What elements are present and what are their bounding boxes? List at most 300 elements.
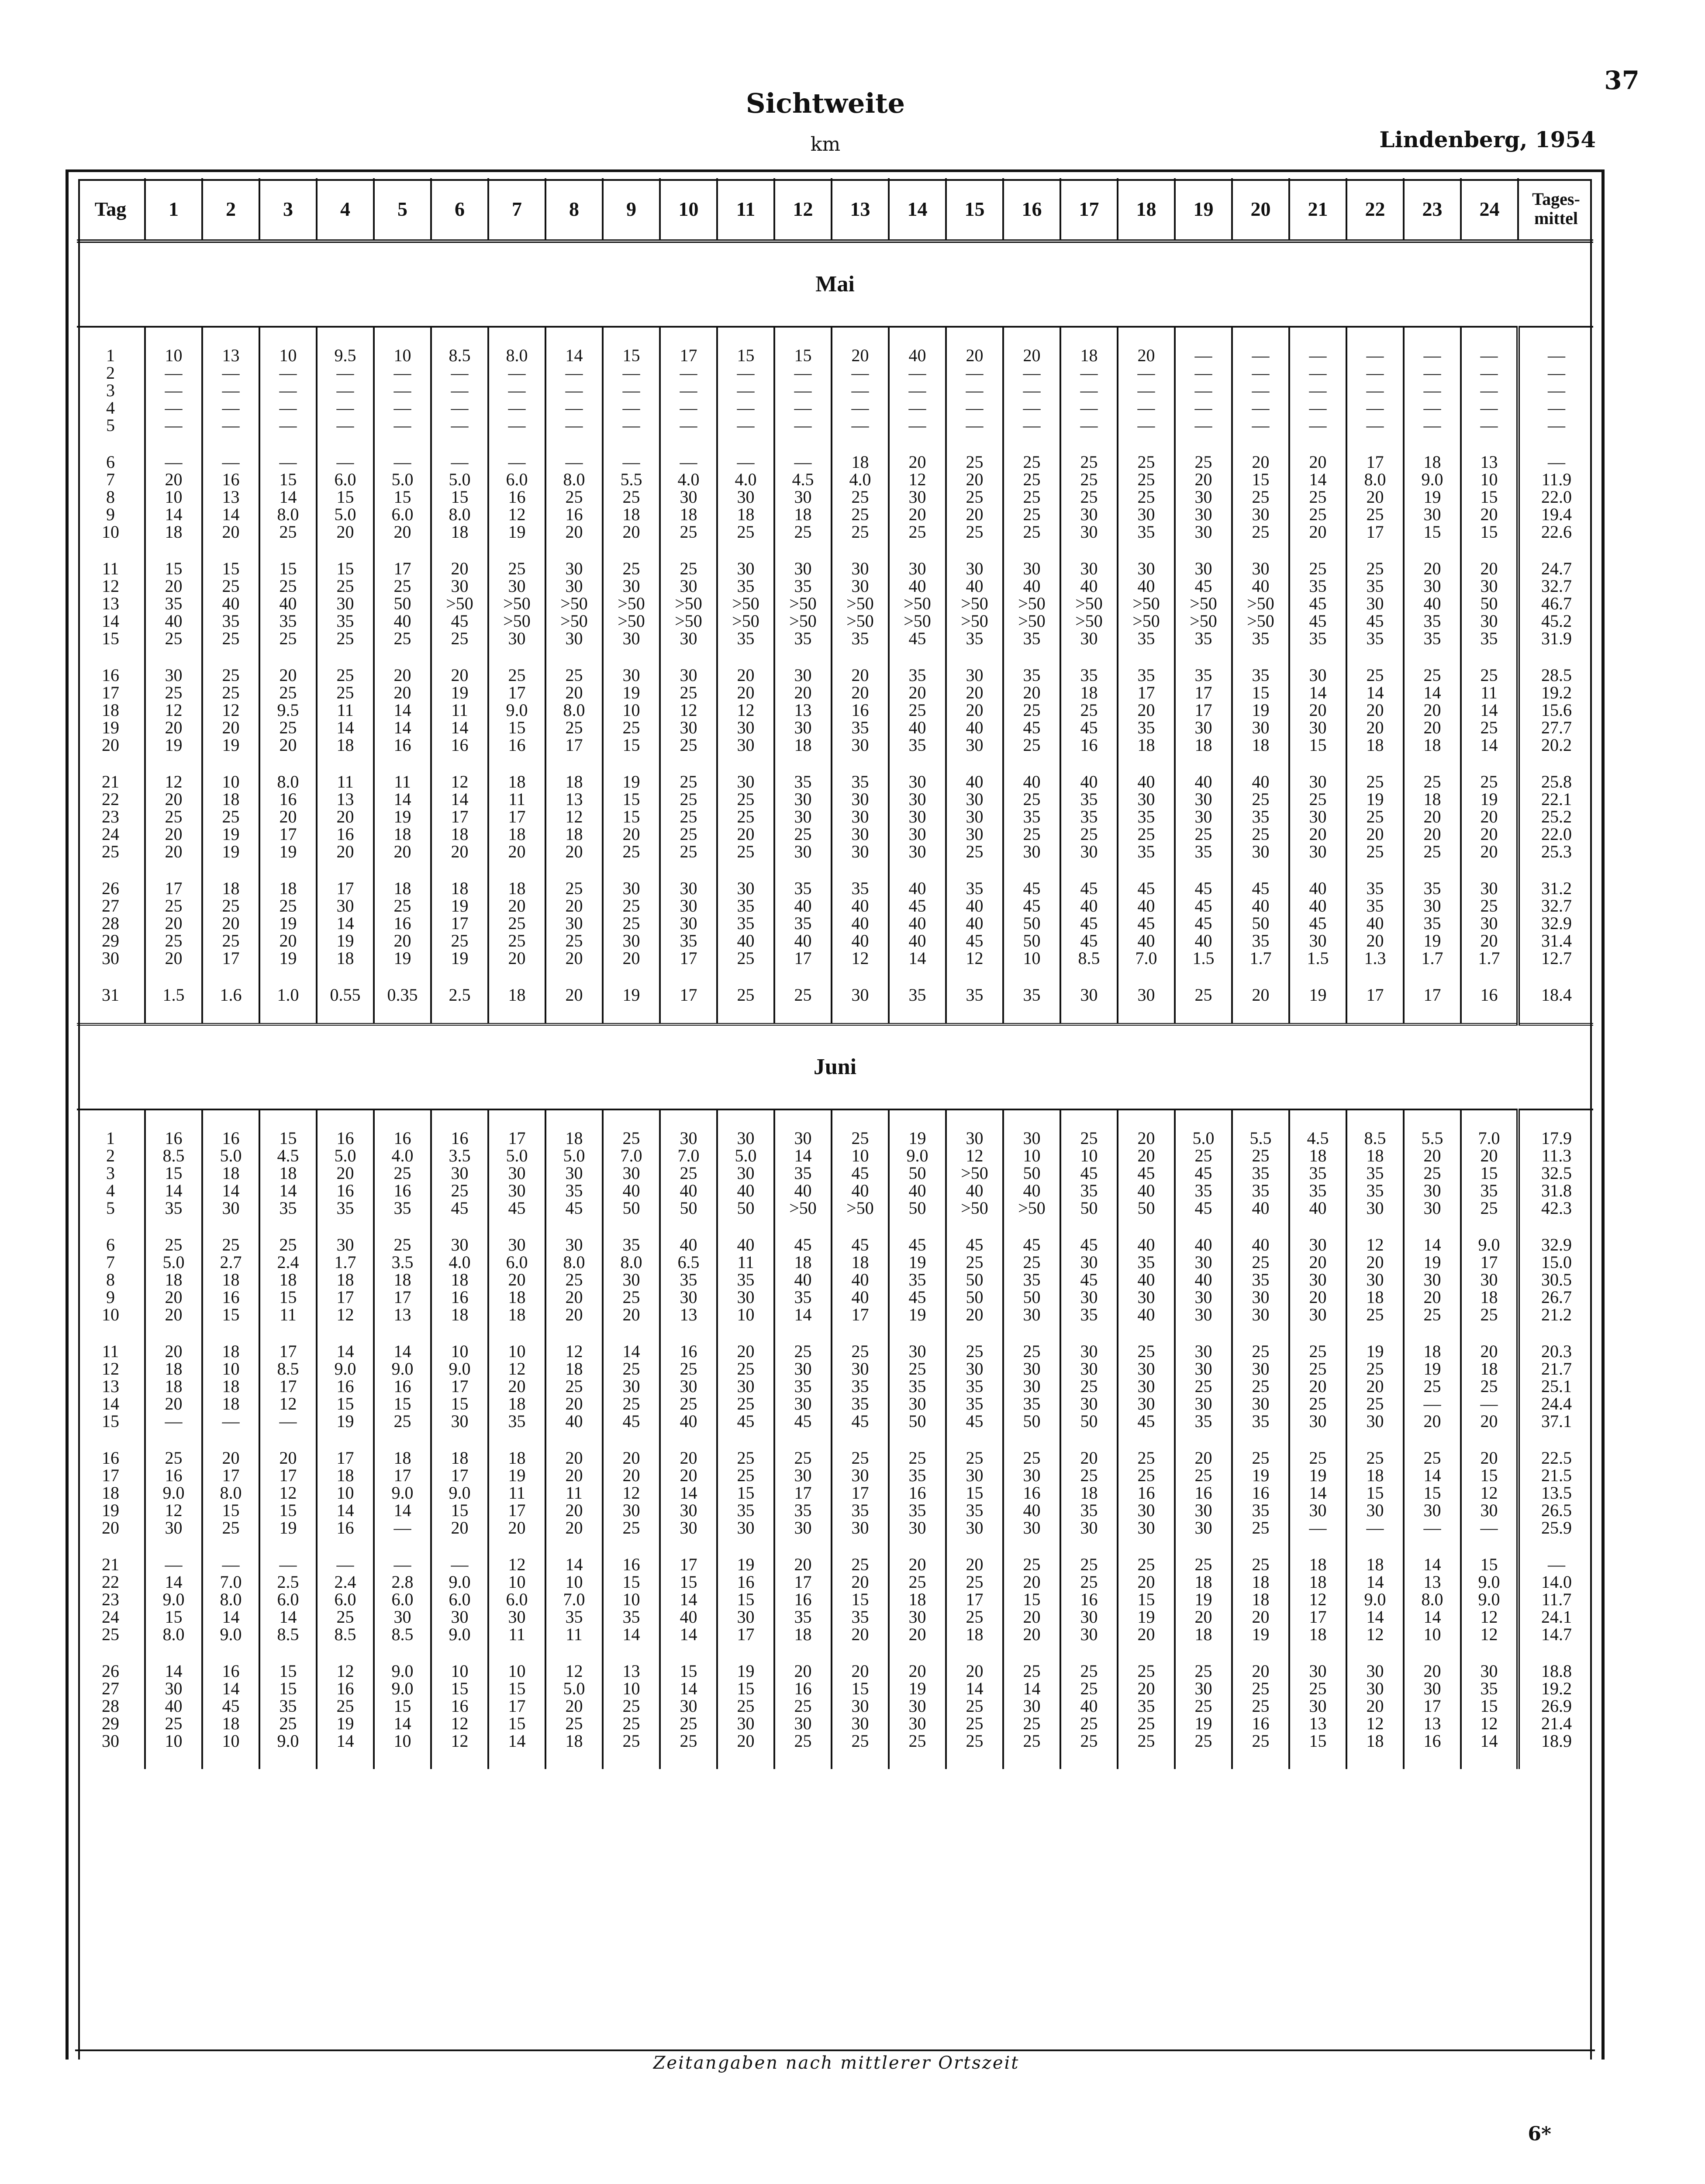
spacer-cell: [1404, 967, 1461, 986]
day-cell: 30: [102, 950, 119, 967]
hour-value-cell: 30: [717, 1165, 774, 1182]
hour-value-cell: 50: [1461, 595, 1518, 612]
hour-value-cell: —: [1003, 399, 1060, 417]
hour-value-cell: 30: [1232, 843, 1289, 860]
spacer-cell: [1404, 1004, 1461, 1024]
table-row: [77, 1680, 1593, 1697]
hour-value-cell: 30: [889, 843, 946, 860]
hour-value-cell: 18: [545, 773, 603, 791]
daily-mean-cell: 21.4: [1518, 1715, 1593, 1732]
spacer-cell: [1461, 1537, 1518, 1556]
hour-value-cell: 25: [832, 488, 889, 506]
hour-value-cell: 17: [317, 880, 374, 897]
hour-value-cell: 16: [202, 1289, 259, 1306]
hour-value-cell: 18: [202, 1395, 259, 1413]
spacer-cell: [317, 754, 374, 773]
spacer-cell: [1346, 434, 1404, 453]
hour-value-cell: 30: [1404, 1271, 1461, 1289]
hour-value-cell: 40: [717, 932, 774, 950]
table-row: [77, 1467, 1593, 1484]
hour-value-cell: —: [774, 364, 832, 382]
header-hour: 9: [603, 178, 660, 241]
hour-value-cell: 10: [374, 347, 431, 364]
hour-value-cell: —: [1118, 417, 1175, 434]
hour-value-cell: 40: [1060, 897, 1118, 915]
hour-value-cell: 15: [317, 488, 374, 506]
spacer-cell: [202, 967, 259, 986]
hour-value-cell: 25: [1118, 826, 1175, 843]
table-row: [77, 1395, 1593, 1413]
spacer-cell: [374, 541, 431, 560]
spacer-cell: [259, 1109, 317, 1130]
hour-value-cell: 18: [317, 736, 374, 754]
hour-value-cell: 30: [946, 736, 1003, 754]
hour-value-cell: 25: [145, 932, 202, 950]
hour-value-cell: >50: [660, 612, 717, 630]
spacer-cell: [1404, 1324, 1461, 1343]
hour-value-cell: 45: [1289, 915, 1346, 932]
spacer-cell: [717, 1643, 774, 1662]
day-cell: 6: [106, 1236, 115, 1254]
hour-value-cell: 25: [1003, 826, 1060, 843]
hour-value-cell: 14: [374, 702, 431, 719]
table-row: [77, 1697, 1593, 1715]
hour-value-cell: 15: [717, 1591, 774, 1608]
hour-value-cell: 25: [145, 684, 202, 702]
hour-value-cell: 19: [1118, 1608, 1175, 1626]
hour-value-cell: 30: [660, 915, 717, 932]
hour-value-cell: 25: [545, 1715, 603, 1732]
hour-value-cell: 35: [1232, 1413, 1289, 1430]
hour-value-cell: —: [431, 1556, 488, 1573]
hour-value-cell: 30: [1232, 719, 1289, 736]
hour-value-cell: 25: [145, 808, 202, 826]
hour-value-cell: 25: [1175, 1378, 1232, 1395]
hour-value-cell: 40: [1118, 1182, 1175, 1199]
hour-value-cell: 20: [1232, 1608, 1289, 1626]
hour-value-cell: 12: [145, 702, 202, 719]
hour-value-cell: 30: [1232, 1306, 1289, 1324]
hour-value-cell: 25: [1175, 1732, 1232, 1750]
hour-value-cell: 30: [946, 1467, 1003, 1484]
hour-value-cell: 19: [717, 1662, 774, 1680]
hour-value-cell: 25: [603, 1519, 660, 1537]
spacer-cell: [1118, 1430, 1175, 1449]
hour-value-cell: 45: [1346, 612, 1404, 630]
hour-value-cell: 12: [889, 471, 946, 488]
hour-value-cell: 25: [259, 719, 317, 736]
hour-value-cell: 20: [259, 736, 317, 754]
table-row: [77, 986, 1593, 1004]
hour-value-cell: 30: [1060, 523, 1118, 541]
spacer-cell: [431, 1537, 488, 1556]
hour-value-cell: 15: [374, 488, 431, 506]
hour-value-cell: 20: [1461, 808, 1518, 826]
daily-mean-cell: —: [1518, 347, 1593, 364]
spacer-cell: [1118, 967, 1175, 986]
spacer-cell: [431, 647, 488, 667]
table-row: [77, 1662, 1593, 1680]
hour-value-cell: 18: [317, 950, 374, 967]
hour-value-cell: 5.0: [317, 506, 374, 523]
spacer-cell: [1404, 434, 1461, 453]
hour-value-cell: >50: [1003, 595, 1060, 612]
day-cell: 18: [102, 1484, 119, 1502]
hour-value-cell: —: [1289, 364, 1346, 382]
spacer-cell: [832, 647, 889, 667]
hour-value-cell: 16: [145, 1130, 202, 1147]
spacer-cell: [202, 754, 259, 773]
hour-value-cell: 14: [145, 1573, 202, 1591]
hour-value-cell: —: [1461, 1395, 1518, 1413]
day-cell: 6: [106, 453, 115, 471]
hour-value-cell: 40: [889, 1182, 946, 1199]
hour-value-cell: 7.0: [603, 1147, 660, 1165]
spacer-cell: [603, 967, 660, 986]
hour-value-cell: 25: [946, 1254, 1003, 1271]
spacer-cell: [545, 967, 603, 986]
table-row: [77, 1182, 1593, 1199]
spacer-cell: [1461, 967, 1518, 986]
hour-value-cell: 9.0: [145, 1484, 202, 1502]
hour-value-cell: 25: [660, 684, 717, 702]
hour-value-cell: 18: [374, 880, 431, 897]
hour-value-cell: 16: [317, 1519, 374, 1537]
hour-value-cell: 25: [946, 1573, 1003, 1591]
spacer-cell: [717, 541, 774, 560]
hour-value-cell: 35: [774, 1165, 832, 1182]
hour-value-cell: 30: [1175, 791, 1232, 808]
hour-value-cell: 20: [1346, 1697, 1404, 1715]
table-row: [77, 417, 1593, 434]
hour-value-cell: 19: [1175, 1715, 1232, 1732]
daily-mean-cell: 31.9: [1518, 630, 1593, 647]
hour-value-cell: 45: [1118, 1165, 1175, 1182]
spacer-cell: [1118, 754, 1175, 773]
table-row: [77, 719, 1593, 736]
hour-value-cell: —: [946, 399, 1003, 417]
hour-value-cell: 14: [660, 1484, 717, 1502]
hour-value-cell: 12: [545, 808, 603, 826]
hour-value-cell: 30: [1175, 1360, 1232, 1378]
spacer-cell: [77, 1217, 145, 1236]
hour-value-cell: 8.0: [545, 1254, 603, 1271]
header-hour: 2: [202, 178, 259, 241]
hour-value-cell: 35: [774, 630, 832, 647]
hour-value-cell: 14: [317, 1502, 374, 1519]
hour-value-cell: 25: [946, 523, 1003, 541]
hour-value-cell: >50: [774, 1199, 832, 1217]
hour-value-cell: 40: [1175, 1271, 1232, 1289]
hour-value-cell: 16: [374, 1182, 431, 1199]
hour-value-cell: 45: [1289, 595, 1346, 612]
spacer-cell: [1003, 860, 1060, 880]
hour-value-cell: 18: [1346, 1289, 1404, 1306]
hour-value-cell: 12: [545, 1343, 603, 1360]
hour-value-cell: 19: [1346, 791, 1404, 808]
hour-value-cell: 30: [374, 1608, 431, 1626]
hour-value-cell: 10: [202, 1360, 259, 1378]
spacer-cell: [431, 860, 488, 880]
hour-value-cell: —: [317, 453, 374, 471]
daily-mean-cell: 20.2: [1518, 736, 1593, 754]
hour-value-cell: 25: [832, 506, 889, 523]
spacer-cell: [1346, 967, 1404, 986]
hour-value-cell: 40: [1232, 773, 1289, 791]
hour-value-cell: 14: [259, 1182, 317, 1199]
hour-value-cell: 40: [374, 612, 431, 630]
hour-value-cell: 30: [431, 1608, 488, 1626]
hour-value-cell: 20: [202, 719, 259, 736]
spacer-cell: [1060, 647, 1118, 667]
hour-value-cell: 18: [774, 736, 832, 754]
hour-value-cell: 25: [202, 808, 259, 826]
hour-value-cell: 16: [317, 1182, 374, 1199]
hour-value-cell: 20: [603, 1449, 660, 1467]
spacer-cell: [1289, 1004, 1346, 1024]
hour-value-cell: 6.5: [660, 1254, 717, 1271]
hour-value-cell: 19: [1232, 1467, 1289, 1484]
spacer-cell: [1518, 327, 1593, 347]
hour-value-cell: 30: [1060, 1608, 1118, 1626]
hour-value-cell: 30: [717, 773, 774, 791]
hour-value-cell: 1.7: [1232, 950, 1289, 967]
hour-value-cell: 30: [717, 1715, 774, 1732]
hour-value-cell: 30: [545, 560, 603, 577]
hour-value-cell: —: [603, 399, 660, 417]
header-hour: 4: [317, 178, 374, 241]
hour-value-cell: 16: [374, 1378, 431, 1395]
hour-value-cell: 40: [660, 1608, 717, 1626]
hour-value-cell: 19: [374, 808, 431, 826]
hour-value-cell: 25: [717, 986, 774, 1004]
hour-value-cell: 50: [946, 1271, 1003, 1289]
hour-value-cell: —: [1118, 399, 1175, 417]
spacer-cell: [1118, 860, 1175, 880]
spacer-cell: [1346, 754, 1404, 773]
hour-value-cell: 25: [717, 1467, 774, 1484]
hour-value-cell: 30: [660, 630, 717, 647]
spacer-cell: [77, 1750, 145, 1769]
hour-value-cell: 30: [1461, 880, 1518, 897]
hour-value-cell: 12: [1346, 1236, 1404, 1254]
hour-value-cell: 19: [889, 1306, 946, 1324]
hour-value-cell: 35: [832, 1395, 889, 1413]
spacer-cell: [374, 1324, 431, 1343]
spacer-cell: [545, 1004, 603, 1024]
hour-value-cell: 16: [202, 471, 259, 488]
hour-value-cell: 25: [488, 932, 545, 950]
hour-value-cell: 20: [832, 667, 889, 684]
hour-value-cell: 16: [1060, 1591, 1118, 1608]
table-row: [77, 595, 1593, 612]
hour-value-cell: 30: [1060, 1395, 1118, 1413]
hour-value-cell: 20: [1461, 560, 1518, 577]
hour-value-cell: 35: [259, 1199, 317, 1217]
spacer-cell: [946, 647, 1003, 667]
hour-value-cell: 14: [774, 1147, 832, 1165]
hour-value-cell: 30: [774, 1395, 832, 1413]
spacer-row: [77, 1109, 1593, 1130]
hour-value-cell: 20: [545, 1697, 603, 1715]
daily-mean-cell: 14.0: [1518, 1573, 1593, 1591]
hour-value-cell: 20: [545, 523, 603, 541]
hour-value-cell: 18: [145, 1378, 202, 1395]
spacer-cell: [832, 1430, 889, 1449]
hour-value-cell: 35: [1232, 932, 1289, 950]
spacer-row: [77, 327, 1593, 347]
hour-value-cell: 35: [889, 1378, 946, 1395]
spacer-cell: [545, 1430, 603, 1449]
day-cell: 10: [102, 1306, 119, 1324]
hour-value-cell: 30: [889, 1715, 946, 1732]
hour-value-cell: 25: [1175, 1556, 1232, 1573]
hour-value-cell: 25: [1175, 1697, 1232, 1715]
hour-value-cell: 9.0: [488, 702, 545, 719]
hour-value-cell: 6.0: [317, 471, 374, 488]
hour-value-cell: —: [832, 382, 889, 399]
spacer-cell: [259, 754, 317, 773]
table-row: [77, 630, 1593, 647]
hour-value-cell: 30: [1118, 1378, 1175, 1395]
spacer-cell: [660, 754, 717, 773]
spacer-cell: [1289, 1109, 1346, 1130]
hour-value-cell: 14: [431, 791, 488, 808]
header-hour: 21: [1289, 178, 1346, 241]
hour-value-cell: 8.5: [431, 347, 488, 364]
hour-value-cell: —: [431, 382, 488, 399]
hour-value-cell: 4.0: [717, 471, 774, 488]
hour-value-cell: —: [603, 417, 660, 434]
hour-value-cell: 40: [1060, 577, 1118, 595]
hour-value-cell: 30: [1289, 1697, 1346, 1715]
hour-value-cell: 19: [1404, 1254, 1461, 1271]
spacer-cell: [1289, 1324, 1346, 1343]
hour-value-cell: 25: [717, 523, 774, 541]
header-hour: 18: [1118, 178, 1175, 241]
hour-value-cell: 25: [660, 1165, 717, 1182]
hour-value-cell: 20: [774, 1556, 832, 1573]
spacer-cell: [717, 434, 774, 453]
hour-value-cell: 35: [1346, 1182, 1404, 1199]
day-cell: 13: [102, 1378, 119, 1395]
hour-value-cell: 25: [660, 1395, 717, 1413]
spacer-cell: [374, 1109, 431, 1130]
hour-value-cell: 35: [1404, 880, 1461, 897]
hour-value-cell: 25: [1461, 1199, 1518, 1217]
hour-value-cell: 6.0: [374, 1591, 431, 1608]
hour-value-cell: 25: [1060, 471, 1118, 488]
spacer-cell: [545, 1537, 603, 1556]
hour-value-cell: 35: [1404, 630, 1461, 647]
hour-value-cell: 35: [832, 719, 889, 736]
hour-value-cell: 30: [832, 1360, 889, 1378]
hour-value-cell: 13: [374, 1306, 431, 1324]
hour-value-cell: 18: [1289, 1573, 1346, 1591]
hour-value-cell: 35: [717, 1502, 774, 1519]
table-row: [77, 347, 1593, 364]
hour-value-cell: 25: [1346, 773, 1404, 791]
hour-value-cell: 25: [145, 630, 202, 647]
spacer-cell: [202, 434, 259, 453]
spacer-cell: [1461, 1324, 1518, 1343]
hour-value-cell: 25: [603, 1732, 660, 1750]
hour-value-cell: 19: [603, 773, 660, 791]
section-title: Mai: [77, 241, 1593, 327]
hour-value-cell: —: [202, 453, 259, 471]
hour-value-cell: 19: [374, 950, 431, 967]
hour-value-cell: 18: [488, 1306, 545, 1324]
spacer-cell: [660, 1537, 717, 1556]
spacer-cell: [202, 647, 259, 667]
hour-value-cell: 35: [1232, 630, 1289, 647]
hour-value-cell: 5.0: [202, 1147, 259, 1165]
daily-mean-cell: 15.6: [1518, 702, 1593, 719]
hour-value-cell: 35: [889, 1271, 946, 1289]
hour-value-cell: 15: [717, 347, 774, 364]
hour-value-cell: 25: [660, 791, 717, 808]
day-cell: 19: [102, 1502, 119, 1519]
hour-value-cell: 30: [1060, 630, 1118, 647]
hour-value-cell: 30: [317, 595, 374, 612]
hour-value-cell: 18: [1461, 1289, 1518, 1306]
hour-value-cell: 25: [1346, 667, 1404, 684]
hour-value-cell: 25: [889, 523, 946, 541]
daily-mean-cell: —: [1518, 382, 1593, 399]
hour-value-cell: 10: [832, 1147, 889, 1165]
hour-value-cell: 15: [374, 1697, 431, 1715]
hour-value-cell: 9.5: [259, 702, 317, 719]
hour-value-cell: 35: [889, 1467, 946, 1484]
hour-value-cell: 30: [1003, 1360, 1060, 1378]
table-row: [77, 1130, 1593, 1147]
hour-value-cell: —: [374, 417, 431, 434]
hour-value-cell: —: [660, 382, 717, 399]
hour-value-cell: 20: [1346, 1254, 1404, 1271]
hour-value-cell: —: [1175, 417, 1232, 434]
spacer-cell: [660, 434, 717, 453]
hour-value-cell: 20: [1404, 719, 1461, 736]
hour-value-cell: 10: [1003, 1147, 1060, 1165]
hour-value-cell: 25: [259, 1715, 317, 1732]
hour-value-cell: 45: [1232, 880, 1289, 897]
hour-value-cell: —: [1461, 1519, 1518, 1537]
table-row: [77, 1289, 1593, 1306]
spacer-cell: [77, 647, 145, 667]
daily-mean-cell: 37.1: [1518, 1413, 1593, 1430]
hour-value-cell: 30: [832, 577, 889, 595]
spacer-cell: [1175, 1537, 1232, 1556]
table-row: [77, 560, 1593, 577]
hour-value-cell: 30: [488, 577, 545, 595]
hour-value-cell: 25: [717, 1449, 774, 1467]
spacer-cell: [889, 327, 946, 347]
spacer-cell: [660, 967, 717, 986]
spacer-cell: [1404, 647, 1461, 667]
spacer-cell: [488, 327, 545, 347]
hour-value-cell: 6.0: [259, 1591, 317, 1608]
hour-value-cell: 18: [1175, 1626, 1232, 1643]
hour-value-cell: 25: [145, 1449, 202, 1467]
hour-value-cell: 20: [603, 1306, 660, 1324]
hour-value-cell: 14: [1404, 1556, 1461, 1573]
hour-value-cell: 30: [1118, 560, 1175, 577]
day-cell: 23: [102, 808, 119, 826]
hour-value-cell: 16: [488, 488, 545, 506]
hour-value-cell: 25: [832, 523, 889, 541]
hour-value-cell: 14: [317, 719, 374, 736]
hour-value-cell: >50: [832, 1199, 889, 1217]
